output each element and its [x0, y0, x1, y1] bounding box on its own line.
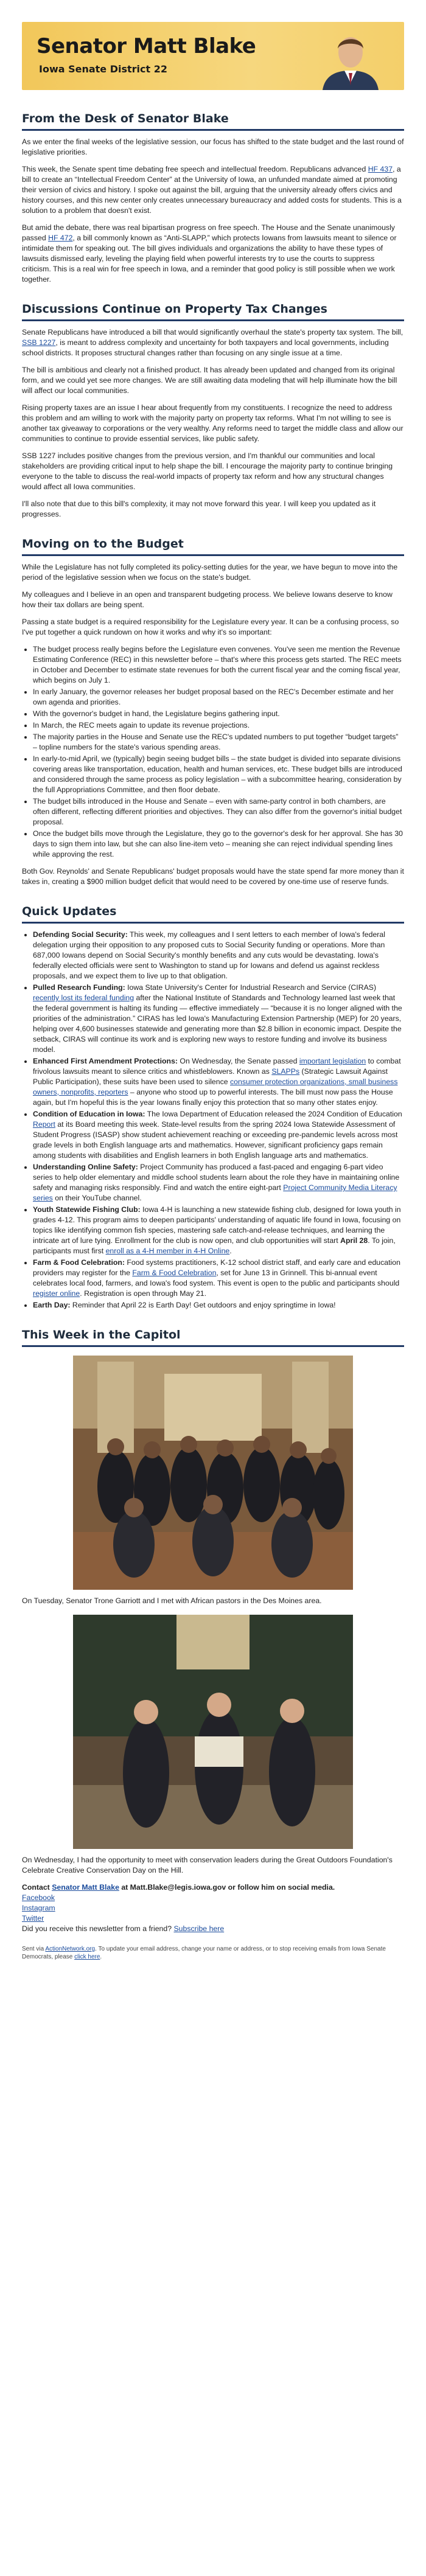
twitter-link[interactable]: Twitter	[22, 1914, 44, 1923]
media-literacy-link[interactable]: Project Community Media Literacy series	[33, 1183, 397, 1202]
desk-paragraph-2: This week, the Senate spent time debating free speech and intellectual freedom. Republicans advanced HF 437, a bill to create an “Intellectual Freedom Center” at the University of Iowa, an unfunded mandate aimed at promoting their version of civics and history. I spoke out against the bill, arguing that the university already offers civics and history courses, and this new center only creates unnecessary bureaucracy and added costs for students. This is a solution to a problem that doesn't exist.	[22, 165, 402, 215]
actionnetwork-link[interactable]: ActionNetwork.org	[45, 1946, 96, 1952]
senator-portrait	[318, 24, 383, 90]
section-divider	[22, 1345, 404, 1347]
list-item: • In March, the REC meets again to update its revenue projections.	[33, 720, 404, 731]
list-item: • The majority parties in the House and Senate use the REC's updated numbers to put together “budget targets” – topline numbers for the state's various spending areas.	[33, 732, 404, 753]
unsubscribe-link[interactable]: click here	[74, 1954, 100, 1960]
senator-contact-link[interactable]: Senator Matt Blake	[52, 1883, 119, 1892]
hf437-link[interactable]: HF 437	[368, 165, 393, 173]
desk-paragraph-1: As we enter the final weeks of the legislative session, our focus has shifted to the state budget and the last round of legislative priorities.	[22, 138, 404, 156]
budget-paragraph-4: Both Gov. Reynolds' and Senate Republicans' budget proposals would have the state spend far more money than it takes in, creating a $900 million budget deficit that would need to be covered by one-time use of reserve funds.	[22, 867, 404, 886]
list-item: • The budget bills introduced in the House and Senate – even with same-party control in both chambers, are often different, reflecting different priorities and objectives. They can also differ from the governor's initial budget proposal.	[33, 796, 404, 827]
hf472-link[interactable]: HF 472	[48, 234, 73, 242]
email-footer: Sent via ActionNetwork.org. To update your email address, change your name or address, or to stop receiving emails from Iowa Senate Democrats, please click here.	[22, 1946, 386, 1960]
list-item: • Understanding Online Safety: Project Community has produced a fast-paced and engaging 6-part video series to help older elementary and middle school students learn about the role they have in maintaining online safety and managing risks responsibly. Find and watch the entire eight-part Project Community Media Literacy series on their YouTube channel.	[33, 1162, 404, 1203]
photo-caption-1: On Tuesday, Senator Trone Garriott and I met with African pastors in the Des Moines area.	[22, 1596, 322, 1605]
farm-food-link[interactable]: Farm & Food Celebration	[132, 1269, 217, 1277]
list-item: • With the governor's budget in hand, the Legislature begins gathering input.	[33, 709, 404, 719]
contact-block	[22, 1882, 404, 1934]
property-paragraph-2: The bill is ambitious and clearly not a finished product. It has already been updated and changed from its original form, and we could yet see more changes. We are still awaiting data modeling that will help illuminate how the bill will affect our local communities.	[22, 366, 397, 395]
list-item: • In early January, the governor releases her budget proposal based on the REC's December estimate and her own agenda and priorities.	[33, 687, 404, 708]
education-report-link[interactable]: Report	[33, 1120, 55, 1129]
pastors-meeting-photo	[73, 1356, 353, 1590]
desk-paragraph-3: But amid the debate, there was real bipartisan progress on free speech. The House and the Senate unanimously passed HF 472, a bill commonly known as “Anti-SLAPP,” which protects Iowans from lawsuits meant to silence or intimidate them for speaking out. The bill gives individuals and organizations the ability to have these types of lawsuits dismissed early, leveling the playing field when powerful interests try to use the courts to suppress criticism. This is a real win for free speech in Iowa, and a reminder that good policy is still possible when we work together.	[22, 223, 397, 284]
quick-updates-list	[22, 930, 404, 1311]
newsletter-banner	[22, 22, 404, 90]
desk-heading: From the Desk of Senator Blake	[22, 112, 229, 125]
list-item: • Once the budget bills move through the Legislature, they go to the governor's desk for her approval. She has 30 days to sign them into law, but she can also line-item veto – meaning she can reject individual spending lines while approving the rest.	[33, 829, 404, 860]
list-item: • Pulled Research Funding: Iowa State University's Center for Industrial Research and Service (CIRAS) recently lost its federal funding after the National Institute of Standards and Technology learned last week that the federal government is halting its funding — effective immediately — “because it is no longer aligned with the priorities of the administration.” CIRAS has led Iowa's Manufacturing Extension Partnership (MEP) for 20 years, helping over 4,600 businesses statewide and generating more than $2.8 billion in economic impact. Despite the setback, CIRAS will continue its work and is exploring new ways to restore funding and involve its business model.	[33, 983, 404, 1055]
list-item: • Farm & Food Celebration: Food systems practitioners, K-12 school district staff, and early care and education providers may register for the Farm & Food Celebration, set for June 13 in Grinnell. This bi-annual event celebrates local food, farmers, and Iowa's food system. This event is open to the public and participants should register online. Registration is open through May 21.	[33, 1258, 404, 1299]
banner-name: Senator Matt Blake	[37, 34, 256, 58]
section-divider	[22, 922, 404, 924]
slapp-legislation-link[interactable]: important legislation	[299, 1057, 366, 1065]
budget-steps-list	[22, 644, 404, 860]
budget-paragraph-3: Passing a state budget is a required responsibility for the Legislature every year. It can be a confusing process, so I've put together a quick rundown on how it works and why it's so important:	[22, 618, 399, 636]
budget-paragraph-2: My colleagues and I believe in an open and transparent budgeting process. We believe Iowans deserve to know how their tax dollars are being spent.	[22, 590, 393, 609]
slapp-targets-link[interactable]: consumer protection organizations, small business owners, nonprofits, reporters	[33, 1077, 398, 1096]
banner-district: Iowa Senate District 22	[39, 63, 168, 75]
property-paragraph-5: I'll also note that due to this bill's complexity, it may not move forward this year. I will keep you updated as it progresses.	[22, 500, 376, 518]
list-item: • The budget process really begins before the Legislature even convenes. You've seen me mention the Revenue Estimating Conference (REC) in this newsletter before – that's where this process gets started. The REC meets in October and December to estimate state revenues for both the current fiscal year and the coming fiscal year, which begins on July 1.	[33, 644, 404, 686]
facebook-link[interactable]: Facebook	[22, 1893, 55, 1902]
instagram-link[interactable]: Instagram	[22, 1904, 55, 1912]
property-paragraph-3: Rising property taxes are an issue I hear about frequently from my constituents. I recognize the need to address this problem and am willing to work with the majority party on property tax reforms. What I'm not willing to see is another tax giveaway to corporations or the very wealthy. Any reforms need to target the middle class and allow our communities to continue to provide essential services, like public safety.	[22, 403, 403, 443]
property-paragraph-4: SSB 1227 includes positive changes from the previous version, and I'm thankful our communities and local stakeholders are providing critical input to help shape the bill. I encourage the majority party to continue bringing everyone to the table to discuss the real-world impacts of property tax reform and how any structural changes would affect all Iowa communities.	[22, 451, 393, 491]
property-heading: Discussions Continue on Property Tax Changes	[22, 302, 327, 316]
photo-caption-2: On Wednesday, I had the opportunity to meet with conservation leaders during the Great Outdoors Foundation's Celebrate Creative Conservation Day on the Hill.	[22, 1856, 393, 1875]
section-divider	[22, 554, 404, 556]
conservation-leaders-photo	[73, 1615, 353, 1849]
slapps-link[interactable]: SLAPPs	[271, 1067, 300, 1076]
list-item: • Condition of Education in Iowa: The Iowa Department of Education released the 2024 Condition of Education Report at its Board meeting this week. State-level results from the spring 2024 Iowa Statewide Assessment of Student Progress (ISASP) show student achievement reaching or exceeding pre-pandemic levels across most grade levels in both English language arts and mathematics. However, significant proficiency gaps remain among students with disabilities and English learners in both English language arts and mathematics.	[33, 1109, 404, 1161]
budget-heading: Moving on to the Budget	[22, 537, 184, 551]
capitol-heading: This Week in the Capitol	[22, 1328, 181, 1342]
newsletter	[22, 0, 404, 1961]
4h-enroll-link[interactable]: enroll as a 4-H member in 4-H Online	[105, 1247, 230, 1255]
budget-paragraph-1: While the Legislature has not fully completed its policy-setting duties for the year, we have begun to move into the period of the legislative session when we focus on the state's budget.	[22, 563, 398, 582]
list-item: • Earth Day: Reminder that April 22 is Earth Day! Get outdoors and enjoy springtime in Iowa!	[33, 1300, 404, 1311]
list-item: • Defending Social Security: This week, my colleagues and I sent letters to each member of Iowa's federal delegation urging their opposition to any proposed cuts to Social Security funding or operations. More than 687,000 Iowans depend on Social Security's monthly benefits and any cuts would be devastating. Iowa's federally elected officials were sent to Washington to stand up for Iowans and defend us against reckless proposals, and we expect them to live up to that obligation.	[33, 930, 404, 981]
property-paragraph-1: Senate Republicans have introduced a bill that would significantly overhaul the state's property tax system. The bill, SSB 1227, is meant to address complexity and uncertainty for both taxpayers and local governments, including school districts. It proposes structural changes rather than focusing on any single issue at a time.	[22, 328, 403, 357]
ssb1227-link[interactable]: SSB 1227	[22, 338, 56, 347]
contact-line: Contact Senator Matt Blake at Matt.Blake@legis.iowa.gov or follow him on social media.	[22, 1883, 335, 1892]
register-online-link[interactable]: register online	[33, 1289, 80, 1298]
updates-heading: Quick Updates	[22, 905, 117, 918]
section-divider	[22, 319, 404, 321]
subscribe-line: Did you receive this newsletter from a friend? Subscribe here	[22, 1924, 225, 1933]
list-item: • Enhanced First Amendment Protections: On Wednesday, the Senate passed important legislation to combat frivolous lawsuits meant to silence critics and whistleblowers. Known as SLAPPs (Strategic Lawsuit Against Public Participation), these suits have been used to silence consumer protection organizations, small business owners, nonprofits, reporters – anyone who stood up to powerful interests. The bill must now pass the House again, but I'm hopeful this is the year Iowans finally enjoy this protection that so many other states enjoy.	[33, 1056, 404, 1108]
subscribe-link[interactable]: Subscribe here	[173, 1924, 225, 1933]
list-item: • In early-to-mid April, we (typically) begin seeing budget bills – the state budget is divided into separate divisions covering areas like transportation, education, health and human services, etc. These budget bills are introduced and considered through the same process as policy legislation – with a subcommittee hearing, consideration by the full Appropriations Committee, and then floor debate.	[33, 754, 404, 795]
list-item: • Youth Statewide Fishing Club: Iowa 4-H is launching a new statewide fishing club, designed for Iowa youth in grades 4-12. This program aims to deepen participants' understanding of aquatic life found in Iowa, focusing on topics like identifying common fish species, mastering safe catch-and-release techniques, and learning the intricate art of lure tying. Enrollment for the club is now open, and club opportunities will start April 28. To join, participants must first enroll as a 4-H member in 4-H Online.	[33, 1205, 404, 1256]
ciras-funding-link[interactable]: recently lost its federal funding	[33, 994, 134, 1002]
section-divider	[22, 129, 404, 131]
